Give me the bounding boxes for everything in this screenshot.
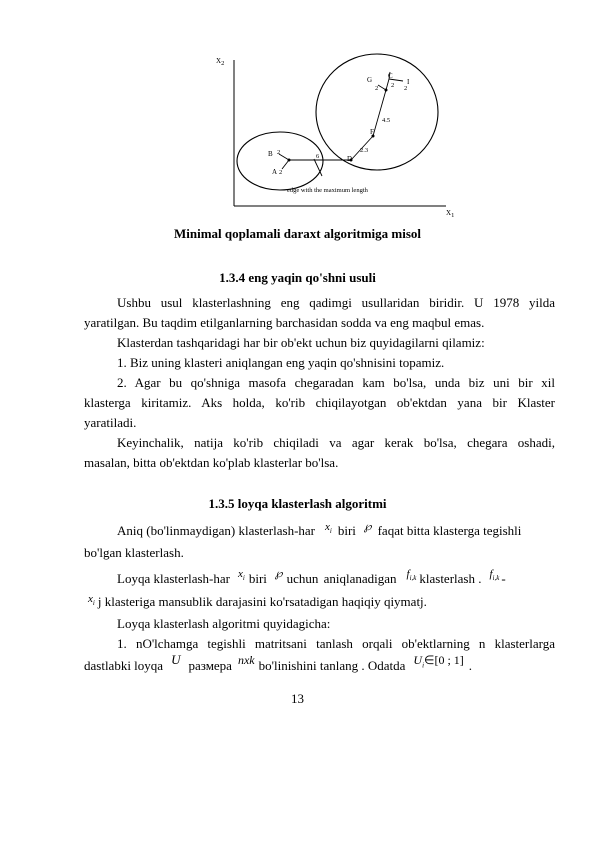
page-number: 13 (291, 691, 304, 706)
edge-a-weight: 2 (279, 169, 283, 176)
math-x-i: $x_i$ (325, 521, 332, 536)
paragraph-line (84, 652, 555, 682)
math-f-ik: $f_{i,k}$ (489, 568, 500, 583)
node-f-label: F (370, 128, 374, 136)
y-axis-label: X2 (216, 57, 225, 67)
node-d-label: D (347, 155, 353, 163)
math-f-ik: $f_{i,k}$ (406, 568, 417, 583)
text-span: bo'linishini tanlang . Odatda (258, 658, 406, 673)
node-c-label: C (388, 72, 393, 80)
tree-nodes (288, 89, 391, 162)
list-item-2-line: 2. Agar bu qo'shniga masofa chegaradan kam bo'lsa, unda biz uni bir xil (117, 375, 555, 390)
paragraph-line: Ushbu usul klasterlashning eng qadimgi usullaridan biridir. U 1978 yilda (117, 295, 555, 310)
text-span: klasterlash . (419, 571, 482, 586)
minimum-spanning-tree-diagram (210, 46, 460, 220)
text-span: biri (337, 523, 356, 538)
text-span: Aniq (bo'linmaydigan) klasterlash-har (117, 523, 316, 538)
math-x-i: $x_i$ (237, 568, 245, 583)
text-span: - (501, 571, 506, 586)
paragraph-line (84, 569, 555, 595)
edge-f-weight: 2.3 (360, 147, 369, 154)
math-rho: ℘ (363, 521, 372, 533)
text-span: biri (248, 571, 267, 586)
paragraph-line: Klasterdan tashqaridagi har bir ob'ekt uchun biz quyidagilarni qilamiz: (117, 335, 485, 350)
edge-g-weight: 2 (375, 85, 379, 92)
x-axis-label: X1 (446, 209, 455, 219)
list-item-2-line: yaratiladi. (84, 415, 137, 430)
section-heading-nearest-neighbor: 1.3.4 eng yaqin qo'shni usuli (219, 270, 376, 285)
text-span: j klasteriga mansublik darajasini ko'rsatadigan haqiqiy qiymatj. (97, 594, 427, 609)
cluster-tree-figure (210, 46, 460, 220)
figure-caption: Minimal qoplamali daraxt algoritmiga misol (174, 226, 421, 241)
math-x-i: $x_i$ (88, 593, 95, 608)
large-cluster-circle (316, 54, 438, 170)
math-nxk: nxk (237, 653, 255, 667)
text-span: размера (188, 658, 232, 673)
paragraph-line: yaratilgan. Bu taqdim etilganlarning barchasidan sodda va eng maqbul emas. (84, 315, 485, 330)
paragraph-line: Keyinchalik, natija ko'rib chiqiladi va agar kerak bo'lsa, chegara oshadi, (117, 435, 555, 450)
text-span: uchun aniqlanadigan (286, 571, 397, 586)
node-b-label: B (268, 150, 273, 158)
paragraph-line: masalan, bitta ob'ektdan ko'plab klasterlar bo'lsa. (84, 455, 339, 470)
node-a-label: A (272, 168, 278, 176)
node-i-label: I (407, 78, 410, 86)
edge-b-weight: 2 (277, 149, 281, 156)
list-item-2-line: klasterga kiritamiz. Aks holda, ko'rib chiqilayotgan ob'ektdan yana bir Klaster (84, 395, 555, 410)
text-span: dastlabki loyqa (84, 658, 164, 673)
list-item-1: 1. Biz uning klasteri aniqlangan eng yaqin qo'shnisini topamiz. (117, 355, 445, 370)
text-span: . (468, 658, 473, 673)
text-span: faqat bitta klasterga tegishli (377, 523, 522, 538)
edge-c-weight: 2 (391, 82, 395, 89)
small-cluster-circle (237, 132, 323, 190)
edge-i-weight: 2 (404, 85, 408, 92)
paragraph-line: Loyqa klasterlash algoritmi quyidagicha: (117, 616, 331, 631)
tree-edges (279, 72, 403, 176)
edge-h-weight: 4.5 (382, 117, 391, 124)
math-U: U (171, 652, 181, 667)
edge-annotation: edge with the maximum length (287, 187, 368, 194)
math-rho: ℘ (274, 568, 283, 580)
list-item-line: 1. nO'lchamga tegishli matritsani tanlash orqali ob'ektlarning n klasterlarga (117, 636, 555, 651)
math-Ui-interval: $U_i\in[0$ ; 1] (413, 653, 464, 670)
section-heading-fuzzy-clustering: 1.3.5 loyqa klasterlash algoritmi (208, 496, 387, 511)
text-span: Loyqa klasterlash-har (117, 571, 230, 586)
edge-max-weight: 6 (316, 153, 320, 160)
node-g-label: G (367, 76, 373, 84)
paragraph-line: bo'lgan klasterlash. (84, 545, 184, 560)
